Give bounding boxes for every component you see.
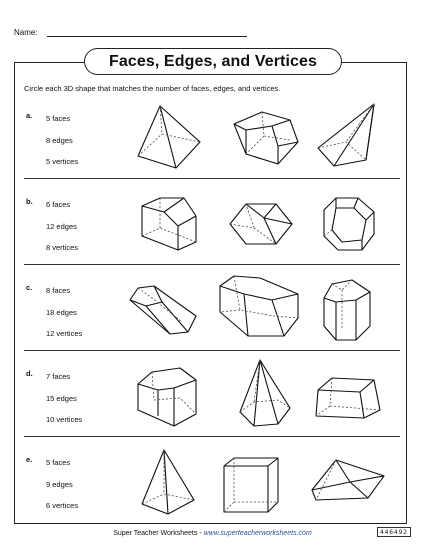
octagonal-prism-shape[interactable] [318, 194, 382, 256]
row-letter-a: a. [26, 111, 33, 120]
pentagonal-pyramid-shape[interactable] [312, 102, 384, 172]
pentagonal-block-shape[interactable] [134, 364, 206, 430]
triangular-prism-shape[interactable] [310, 456, 390, 506]
row-a-vertices: 5 vertices [46, 157, 79, 166]
row-c-edges: 18 edges [46, 308, 77, 317]
hexagonal-block-shape[interactable] [136, 192, 204, 254]
name-label: Name: [14, 28, 38, 37]
page-title: Faces, Edges, and Vertices [84, 48, 342, 75]
row-a-edges: 8 edges [46, 136, 73, 145]
pentagonal-prism-shape[interactable] [228, 106, 308, 168]
cube-shape[interactable] [220, 454, 284, 518]
row-e-faces: 5 faces [46, 458, 71, 467]
row-divider [24, 436, 400, 437]
hexagonal-pyramid-shape[interactable] [234, 358, 296, 430]
row-e-vertices: 6 vertices [46, 501, 79, 510]
row-letter-b: b. [26, 197, 33, 206]
footer [0, 530, 425, 537]
footer-url-link[interactable]: www.superteacherworksheets.com [203, 530, 312, 537]
instructions: Circle each 3D shape that matches the number of faces, edges, and vertices. [24, 84, 281, 93]
row-c-vertices: 12 vertices [46, 329, 83, 338]
row-d-vertices: 10 vertices [46, 415, 83, 424]
row-b-vertices: 8 vertices [46, 243, 79, 252]
row-d-faces: 7 faces [46, 372, 71, 381]
row-divider [24, 350, 400, 351]
row-a-faces: 5 faces [46, 114, 71, 123]
square-pyramid-shape[interactable] [132, 104, 204, 170]
row-divider [24, 178, 400, 179]
worksheet-code: 446492 [377, 527, 411, 537]
row-c-faces: 8 faces [46, 286, 71, 295]
row-letter-c: c. [26, 283, 33, 292]
trapezoidal-prism-shape[interactable] [314, 372, 386, 422]
row-e-edges: 9 edges [46, 480, 73, 489]
row-d-edges: 15 edges [46, 394, 77, 403]
square-pyramid-tall-shape[interactable] [138, 448, 200, 518]
upright-hexagonal-prism-shape[interactable] [318, 276, 378, 346]
row-divider [24, 264, 400, 265]
tilted-hexagonal-prism-shape[interactable] [124, 280, 200, 338]
hexagonal-prism-shape[interactable] [226, 198, 298, 250]
name-line[interactable] [47, 36, 247, 37]
footer-separator: - [197, 530, 204, 537]
footer-brand: Super Teacher Worksheets [113, 530, 198, 537]
row-b-faces: 6 faces [46, 200, 71, 209]
row-letter-e: e. [26, 455, 33, 464]
long-hexagonal-prism-shape[interactable] [214, 272, 302, 342]
row-letter-d: d. [26, 369, 33, 378]
row-b-edges: 12 edges [46, 222, 77, 231]
